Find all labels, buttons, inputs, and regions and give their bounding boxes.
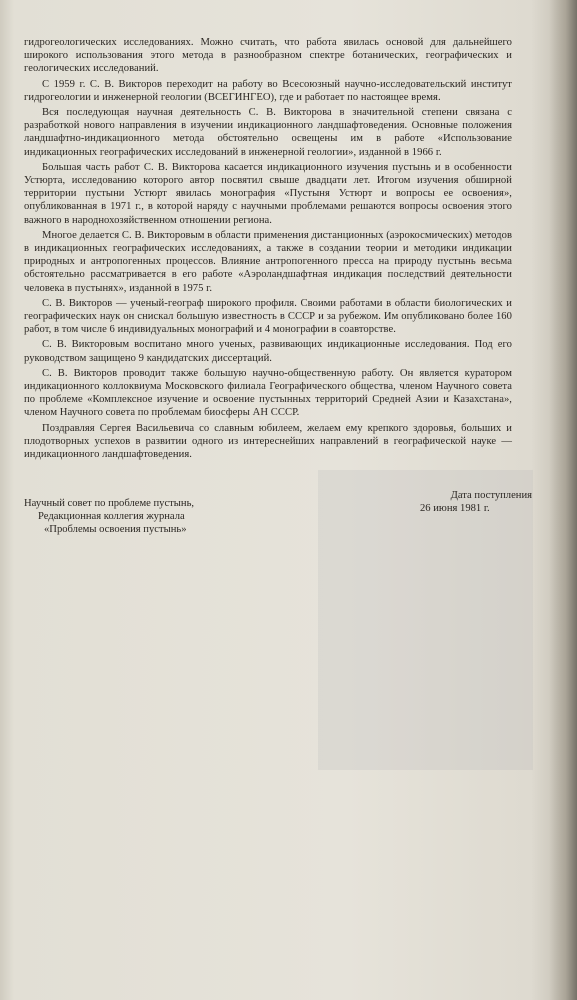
paragraph-9: Поздравляя Сергея Васильевича со славным юбилеем, желаем ему крепкого здоровья, больших и плодотворных успехов в развитии одного из интереснейших направлений в географической науке — индикационного ландшафтоведения.	[24, 422, 512, 461]
signature-line-2: Редакционная коллегия журнала	[38, 511, 185, 523]
book-spine-shadow	[549, 0, 577, 1000]
paragraph-6: С. В. Викторов — ученый-географ широкого профиля. Своими работами в области биологических и географических наук он снискал большую известность в СССР и за рубежом. Им опубликовано более 160 работ, в том числе 6 индивидуальных монографий и 4 монографии в соавторстве.	[24, 297, 512, 336]
paragraph-2: С 1959 г. С. В. Викторов переходит на работу во Всесоюзный научно-исследовательский институт гидрогеологии и инженерной геологии (ВСЕГИНГЕО), где и работает по настоящее время.	[24, 78, 512, 103]
article-body	[24, 36, 512, 463]
signature-line-3: «Проблемы освоения пустынь»	[44, 524, 187, 536]
paragraph-1: гидрогеологических исследованиях. Можно считать, что работа явилась основой для дальнейшего широкого использования этого метода в разнообразном спектре ботанических, географических и геологических исследований.	[24, 37, 512, 75]
paragraph-8: С. В. Викторов проводит также большую научно-общественную работу. Он является куратором индикационного коллоквиума Московского филиала Географического общества, членом Научного совета по проблеме «Комплексное изучение и освоение пустынных территорий Средней Азии и Казахстана», членом Научного совета по проблемам биосферы АН СССР.	[24, 367, 512, 419]
received-label: Дата поступления	[450, 490, 532, 501]
paragraph-5: Многое делается С. В. Викторовым в области применения дистанционных (аэрокосмических) методов в индикационных географических исследованиях, а также в создании теории и методики индикации природных и антропогенных процессов. Влияние антропогенного пресса на природу пустынь весьма обстоятельно рассматривается в его работе «Аэроландшафтная индикация последствий деятельности человека в пустынях», изданной в 1975 г.	[24, 229, 512, 294]
paragraph-4: Большая часть работ С. В. Викторова касается индикационного изучения пустынь и в особенности Устюрта, исследованию которого автор посвятил свыше двадцати лет. Итогом изучения обширной территории пустыни Устюрт явилась монография «Пустыня Устюрт и вопросы ее освоения», опубликованная в 1971 г., в которой наряду с научными проблемами решаются вопросы освоения этого важного в народнохозяйственном отношении региона.	[24, 161, 512, 226]
received-date-block	[422, 489, 532, 515]
signature-line-1: Научный совет по проблеме пустынь,	[24, 498, 195, 509]
paragraph-3: Вся последующая научная деятельность С. В. Викторова в значительной степени связана с разработкой нового направления в изучении индикационного ландшафтоведения. Основные положения ландшафтно-индикационного метода обстоятельно освещены им в работе «Использование индикационных географических исследований в инженерной геологии», изданной в 1966 г.	[24, 107, 512, 158]
paragraph-7: С. В. Викторовым воспитано много ученых, развивающих индикационные исследования. Под его руководством защищено 9 кандидатских диссертаций.	[24, 339, 512, 364]
received-date: 26 июня 1981 г.	[420, 503, 490, 515]
signature-block	[24, 497, 284, 537]
